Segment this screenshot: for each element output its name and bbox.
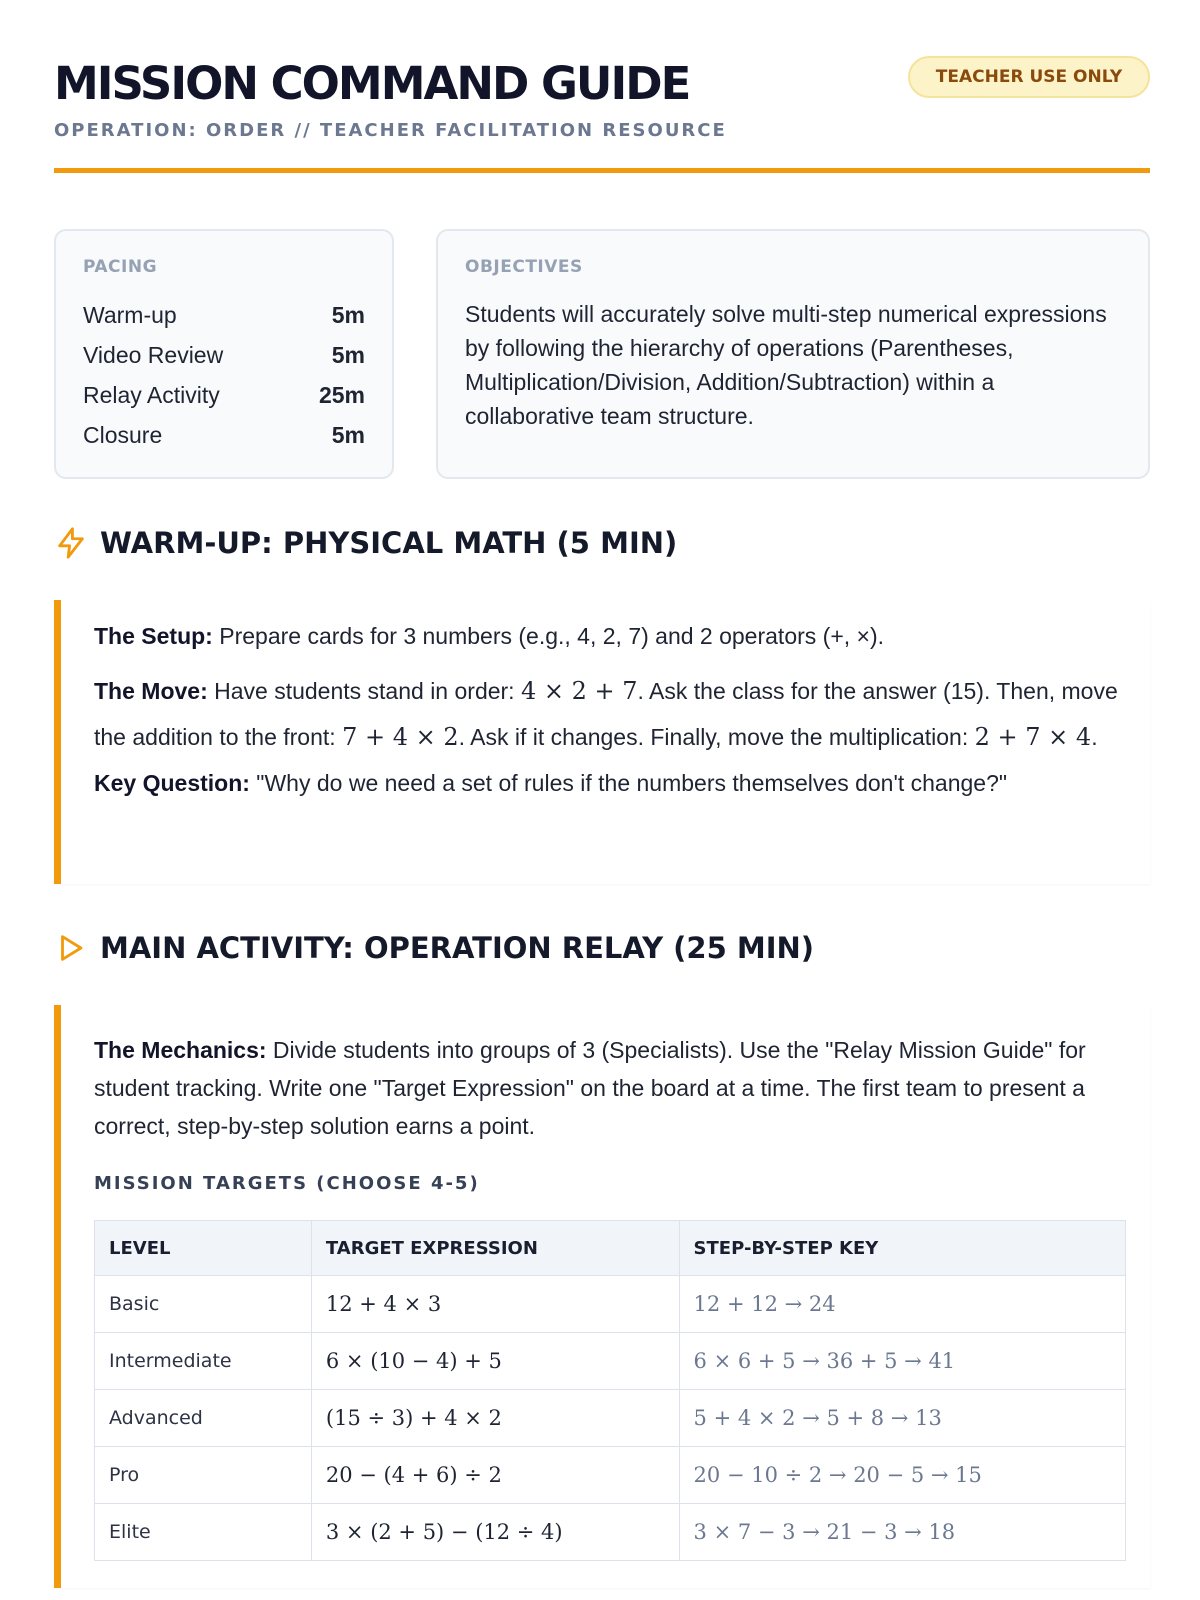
move-text-3: . Ask if it changes. Finally, move the multiplication: [458, 724, 975, 750]
pacing-row [83, 335, 365, 375]
key-cell: 5 + 4 × 2 → 5 + 8 → 13 [679, 1390, 1125, 1447]
teacher-use-badge: TEACHER USE ONLY [908, 56, 1150, 98]
level-cell: Intermediate [95, 1333, 312, 1390]
column-header-key: STEP-BY-STEP KEY [679, 1221, 1125, 1276]
pacing-item-name: Video Review [83, 341, 224, 368]
page-subtitle: OPERATION: ORDER // TEACHER FACILITATION RESOURCE [54, 120, 727, 141]
expression-cell: 6 × (10 − 4) + 5 [311, 1333, 679, 1390]
move-text-2: . Ask the class for the answer (15). Then, move the addition to the front: [94, 678, 1118, 750]
column-header-expression: TARGET EXPRESSION [311, 1221, 679, 1276]
pacing-item-name: Warm-up [83, 301, 177, 328]
level-cell: Advanced [95, 1390, 312, 1447]
mission-targets-label: MISSION TARGETS (CHOOSE 4-5) [94, 1173, 480, 1194]
objectives-card [436, 229, 1150, 479]
key-question-text: "Why do we need a set of rules if the numbers themselves don't change?" [249, 770, 1008, 796]
level-cell: Basic [95, 1276, 312, 1333]
main-heading [54, 928, 814, 968]
pacing-row [83, 295, 365, 335]
table-row [95, 1276, 1126, 1333]
key-cell: 3 × 7 − 3 → 21 − 3 → 18 [679, 1504, 1125, 1561]
pacing-item-time: 5m [331, 341, 365, 368]
expression-cell: 12 + 4 × 3 [311, 1276, 679, 1333]
pacing-item-time: 5m [331, 421, 365, 448]
main-heading-text: MAIN ACTIVITY: OPERATION RELAY (25 MIN) [100, 931, 815, 965]
warmup-heading [54, 523, 677, 563]
warmup-heading-text: WARM-UP: PHYSICAL MATH (5 MIN) [100, 526, 678, 560]
header-divider [54, 168, 1150, 173]
mechanics-paragraph [94, 1031, 1124, 1145]
main-panel [54, 1005, 1150, 1588]
mechanics-label: The Mechanics: [94, 1037, 267, 1063]
objectives-label: OBJECTIVES [465, 257, 583, 277]
move-text-1: Have students stand in order: [207, 678, 521, 704]
expression-cell: 3 × (2 + 5) − (12 ÷ 4) [311, 1504, 679, 1561]
warmup-move [94, 668, 1124, 806]
pacing-item-name: Closure [83, 421, 163, 448]
table-row [95, 1447, 1126, 1504]
pacing-item-time: 5m [331, 301, 365, 328]
pacing-item-name: Relay Activity [83, 381, 220, 408]
key-cell: 6 × 6 + 5 → 36 + 5 → 41 [679, 1333, 1125, 1390]
pacing-row [83, 415, 365, 455]
pacing-card [54, 229, 394, 479]
objectives-text: Students will accurately solve multi-step numerical expressions by following the hierarchy of operations (Parentheses, Multiplication/Division, Addition/Subtraction) within a collaborative team structure. [465, 301, 1107, 429]
move-math-3: 2 + 7 × 4 [974, 723, 1092, 751]
warmup-setup [94, 616, 1124, 656]
level-cell: Pro [95, 1447, 312, 1504]
pacing-list [83, 295, 365, 455]
expression-cell: (15 ÷ 3) + 4 × 2 [311, 1390, 679, 1447]
mechanics-text: Divide students into groups of 3 (Specialists). Use the "Relay Mission Guide" for student tracking. Write one "Target Expression" on the board at a time. The first team to present a correct, step-by-step solution earns a point. [94, 1037, 1086, 1139]
move-math-2: 7 + 4 × 2 [342, 723, 459, 751]
table-row [95, 1333, 1126, 1390]
column-header-level: LEVEL [95, 1221, 312, 1276]
page-title: MISSION COMMAND GUIDE [54, 57, 690, 110]
setup-text: Prepare cards for 3 numbers (e.g., 4, 2, 7) and 2 operators (+, ×). [212, 623, 885, 649]
setup-label: The Setup: [94, 623, 213, 649]
key-question-label: Key Question: [94, 770, 250, 796]
warmup-panel [54, 600, 1150, 884]
move-text-4: . [1091, 724, 1098, 750]
table-row [95, 1390, 1126, 1447]
table-header-row [95, 1221, 1126, 1276]
key-cell: 12 + 12 → 24 [679, 1276, 1125, 1333]
page-header [54, 56, 1150, 176]
expression-cell: 20 − (4 + 6) ÷ 2 [311, 1447, 679, 1504]
table-row [95, 1504, 1126, 1561]
level-cell: Elite [95, 1504, 312, 1561]
move-math-1: 4 × 2 + 7 [520, 677, 638, 705]
pacing-item-time: 25m [318, 381, 365, 408]
key-cell: 20 − 10 ÷ 2 → 20 − 5 → 15 [679, 1447, 1125, 1504]
mission-targets-table [94, 1220, 1126, 1561]
pacing-row [83, 375, 365, 415]
pacing-label: PACING [83, 257, 158, 277]
move-label: The Move: [94, 678, 208, 704]
play-icon [54, 931, 88, 965]
lightning-icon [54, 526, 88, 560]
